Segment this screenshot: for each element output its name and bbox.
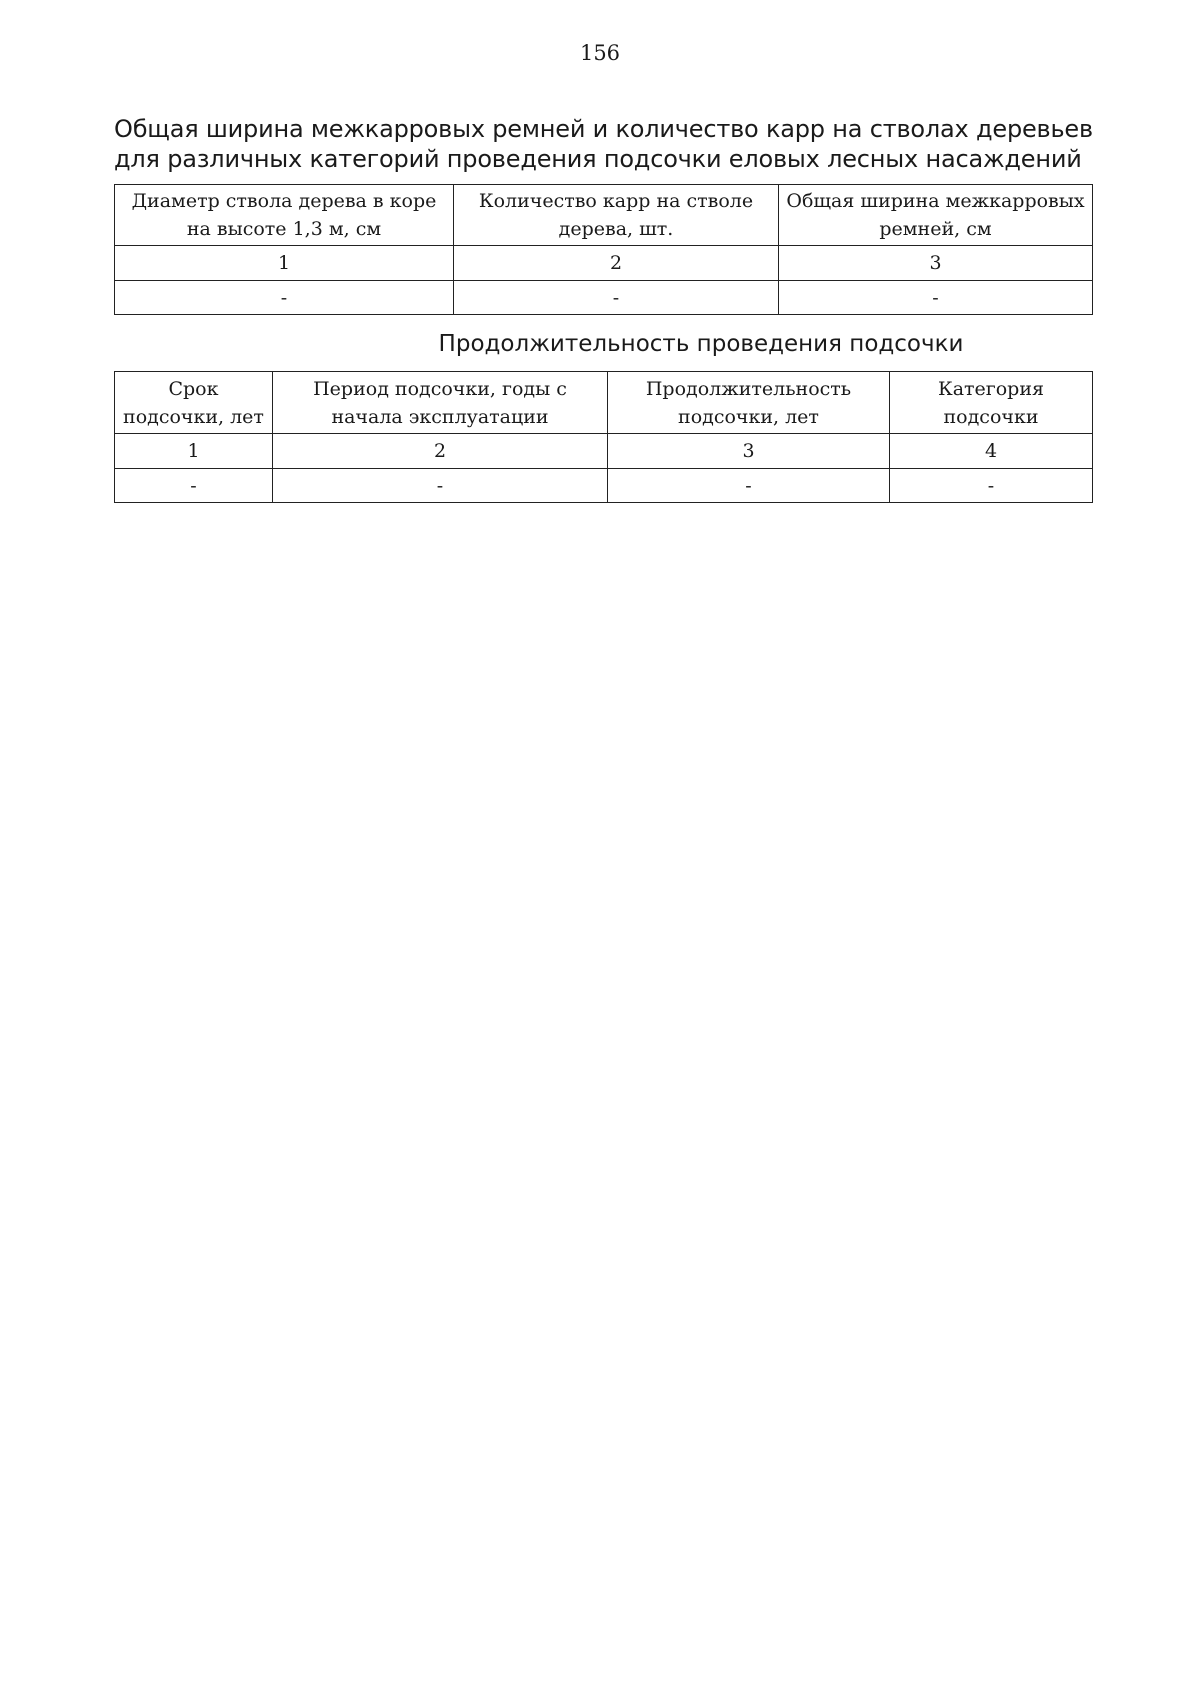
table1-column-number: 2 [454,246,779,281]
table1-title [114,114,1093,174]
table2-cell: - [608,469,890,503]
table-row [115,281,1093,315]
table2-header-text: подсочки [943,405,1039,428]
table1-title-line2: для различных категорий проведения подсочки еловых лесных насаждений [114,145,1082,173]
table1-cell: - [115,281,454,315]
table2-header-text: Продолжительность [645,377,852,400]
table1-title-line1: Общая ширина межкарровых ремней и количество карр на стволах деревьев [114,115,1093,143]
table2-header-cell [890,372,1093,434]
table2-header-text: подсочки, лет [123,405,264,428]
table2-cell: - [115,469,273,503]
table1-header-cell [779,185,1093,246]
table2-header-cell [273,372,608,434]
page-number: 156 [579,41,621,65]
table1 [114,184,1093,315]
table2-column-number: 3 [608,434,890,469]
table2-column-number: 4 [890,434,1093,469]
table1-header-text: ремней, см [879,218,992,240]
table2-header-text: подсочки, лет [678,405,819,428]
table1-header-text: на высоте 1,3 м, см [186,218,382,240]
table2-header-text: Период подсочки, годы с [313,377,567,400]
table2-header-cell [115,372,273,434]
table1-header-text: Общая ширина межкарровых [786,190,1085,212]
table2-header-cell [608,372,890,434]
table2-header-text: Срок [168,377,219,400]
table2-column-number: 2 [273,434,608,469]
table1-header-text: Диаметр ствола дерева в коре [131,190,437,212]
table1-header-text: дерева, шт. [558,218,674,240]
table2-cell: - [273,469,608,503]
table1-cell: - [454,281,779,315]
table1-column-number: 3 [779,246,1093,281]
table1-column-number: 1 [115,246,454,281]
table2-header-text: начала эксплуатации [331,405,549,428]
table1-header-text: Количество карр на стволе [478,190,754,212]
table2-title: Продолжительность проведения подсочки [438,331,964,357]
table2-header-text: Категория [938,377,1044,400]
table1-header-cell [454,185,779,246]
table2-header-row [115,372,1093,434]
table2-column-number-row [115,434,1093,469]
table2 [114,371,1093,503]
table-row [115,469,1093,503]
table1-cell: - [779,281,1093,315]
table1-header-cell [115,185,454,246]
table1-column-number-row [115,246,1093,281]
table2-column-number: 1 [115,434,273,469]
table2-cell: - [890,469,1093,503]
table1-header-row [115,185,1093,246]
